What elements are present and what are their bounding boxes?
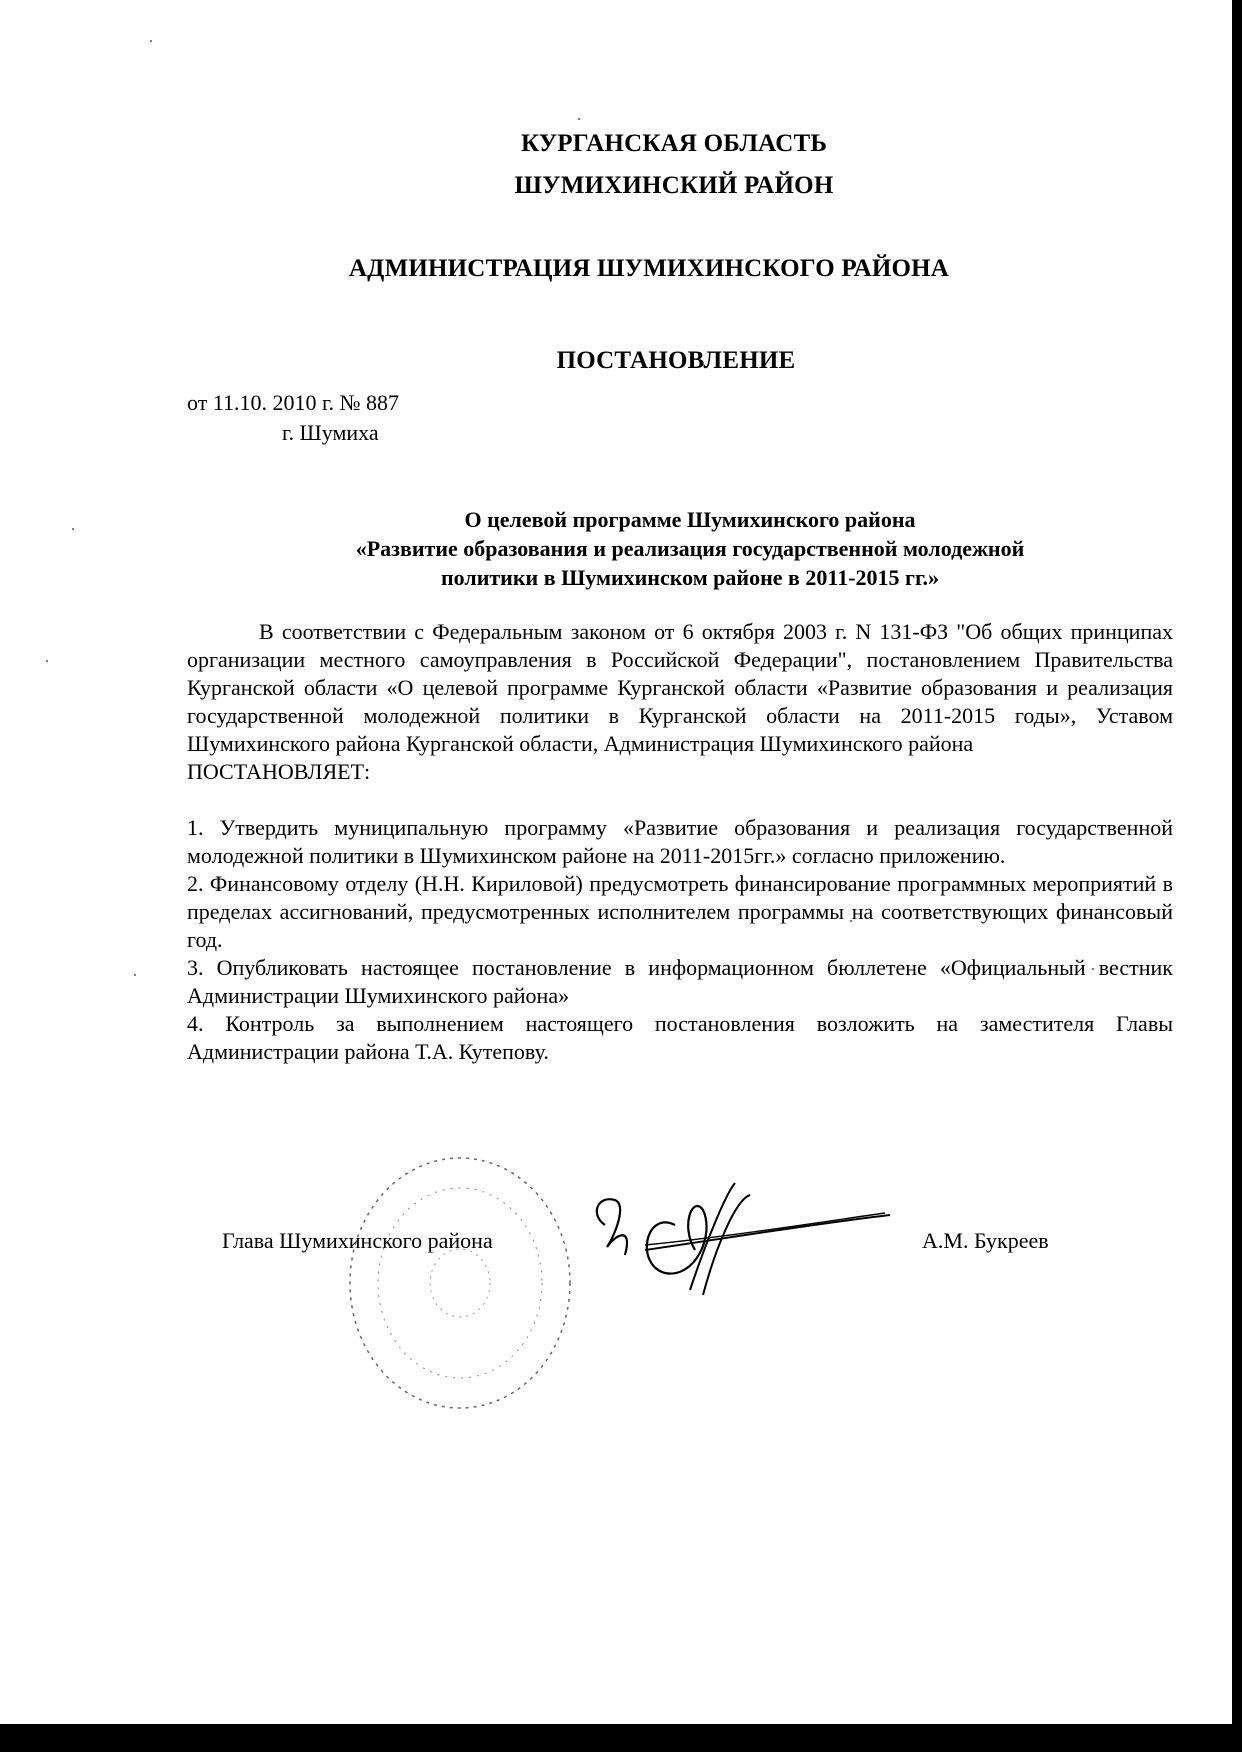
resolution-item: 1. Утвердить муниципальную программу «Развитие образования и реализация государственной молодежной политики в Шумихинском районе на 2011-2015гг.» согласно приложению. bbox=[187, 815, 1173, 868]
scan-speck bbox=[46, 660, 48, 662]
subject-line: О целевой программе Шумихинского района bbox=[464, 507, 916, 532]
paragraph-gap bbox=[187, 786, 1173, 814]
scan-speck bbox=[134, 974, 136, 976]
official-seal-stamp bbox=[340, 1148, 580, 1418]
subject-line: «Развитие образования и реализация государственной молодежной bbox=[355, 536, 1025, 561]
preamble-paragraph: В соответствии с Федеральным законом от 6 октября 2003 г. N 131-ФЗ "Об общих принципах организации местного самоуправления в Российской Федерации", постановлением Правительства Курганской области «О целевой программе Курганской области «Развитие образования и реализация государственной молодежной политики в Курганской области на 2011-2015 годы», Уставом Шумихинского района Курганской области, Администрация Шумихинского района bbox=[187, 619, 1173, 756]
signatory-name: А.М. Букреев bbox=[922, 1228, 1049, 1253]
subject-line: политики в Шумихинском районе в 2011-2015 гг.» bbox=[440, 565, 940, 590]
scan-edge-bottom bbox=[0, 1724, 1242, 1752]
document-subject bbox=[190, 505, 1190, 592]
document-body bbox=[187, 618, 1173, 1066]
resolves-line: ПОСТАНОВЛЯЕТ: bbox=[187, 759, 371, 784]
region-heading: КУРГАНСКАЯ ОБЛАСТЬ bbox=[520, 130, 828, 157]
date-number: от 11.10. 2010 г. № 887 bbox=[187, 390, 400, 415]
document-type-heading: ПОСТАНОВЛЕНИЕ bbox=[556, 347, 796, 374]
scan-speck bbox=[72, 528, 74, 530]
resolution-item: 2. Финансовому отделу (Н.Н. Кириловой) предусмотреть финансирование программных мероприятий в пределах ассигнований, предусмотренных исполнителем программы на соответствующих финансовый год. bbox=[187, 871, 1173, 952]
scan-speck bbox=[150, 40, 152, 42]
resolution-item: 3. Опубликовать настоящее постановление в информационном бюллетене «Официальный вестник Администрации Шумихинского района» bbox=[187, 955, 1173, 1008]
administration-heading: АДМИНИСТРАЦИЯ ШУМИХИНСКОГО РАЙОНА bbox=[348, 255, 950, 282]
resolution-item: 4. Контроль за выполнением настоящего постановления возложить на заместителя Главы Администрации района Т.А. Кутепову. bbox=[187, 1011, 1173, 1064]
city: г. Шумиха bbox=[282, 420, 379, 445]
handwritten-signature bbox=[585, 1155, 905, 1305]
signatory-title: Глава Шумихинского района bbox=[222, 1228, 493, 1253]
district-heading: ШУМИХИНСКИЙ РАЙОН bbox=[514, 172, 834, 199]
scan-speck bbox=[578, 118, 580, 120]
